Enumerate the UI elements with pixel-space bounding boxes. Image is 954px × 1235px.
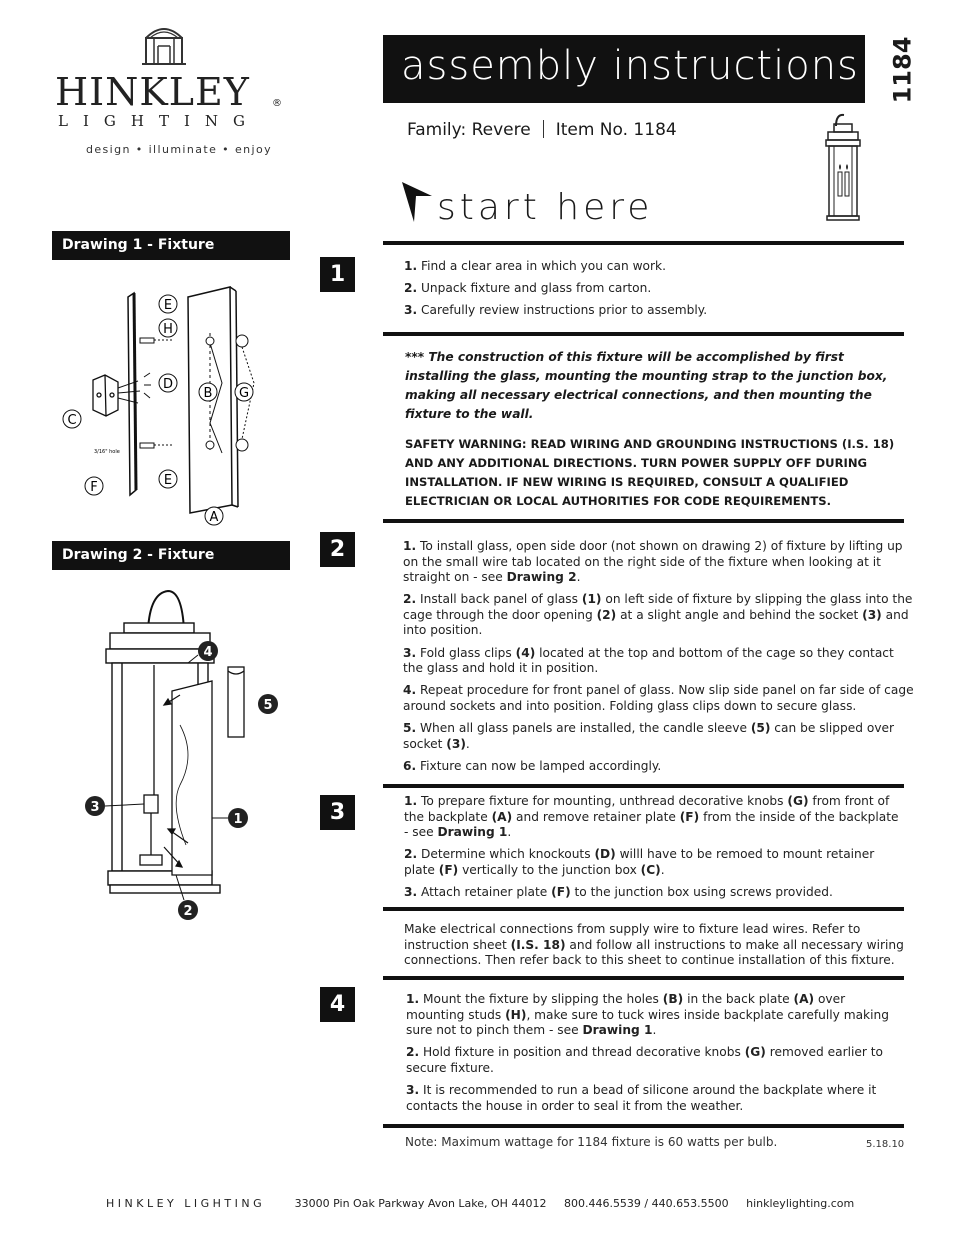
divider-rule <box>383 241 904 245</box>
item-number: 3. <box>403 645 417 660</box>
list-item: 5. When all glass panels are installed, the candle sleeve (5) can be slipped over socket (3). <box>403 720 895 751</box>
step-4-number: 4 <box>320 987 355 1022</box>
registered-mark: ® <box>272 98 282 109</box>
item-number: 1. <box>406 992 420 1006</box>
drawing2-label: Drawing 2 - Fixture Assembly <box>52 541 290 570</box>
list-item <box>404 303 904 319</box>
hole-size-note: 3/16" hole <box>94 449 120 455</box>
down-arrow-icon <box>400 180 434 224</box>
bold-reference: (1) <box>581 592 602 607</box>
bold-reference: (I.S. 18) <box>510 937 566 952</box>
callout-4: 4 <box>203 645 213 660</box>
page-title: assembly instructions <box>401 43 859 89</box>
callout-b: B <box>203 386 213 401</box>
item-text: Carefully review instructions prior to assembly. <box>421 303 708 318</box>
bold-reference: (F) <box>679 809 700 824</box>
list-item <box>404 259 904 275</box>
item-number: 1. <box>403 539 417 553</box>
bold-reference: (B) <box>662 992 684 1006</box>
house-logo-icon <box>140 22 188 66</box>
start-here-heading: start here <box>437 187 654 228</box>
wattage-note: Note: Maximum wattage for 1184 fixture is 60 watts per bulb. <box>405 1135 778 1149</box>
bold-reference: (3) <box>862 607 882 622</box>
list-item <box>404 281 904 297</box>
footer-website[interactable]: hinkleylighting.com <box>746 1197 855 1210</box>
brand-subtitle: LIGHTING <box>58 112 260 130</box>
step-1-number: 1 <box>320 257 355 292</box>
divider-rule <box>383 332 904 336</box>
safety-warning: SAFETY WARNING: READ WIRING AND GROUNDING INSTRUCTIONS (I.S. 18) AND ANY ADDITIONAL DIRECTIONS. TURN POWER SUPPLY OFF DURING INSTALLATION. IF NEW WIRING IS REQUIRED, CONSULT A QUALIFIED ELECTRICIAN OR LOCAL AUTHORITIES FOR CODE REQUIREMENTS. <box>405 437 895 508</box>
bold-reference: (A) <box>793 992 815 1006</box>
candle-sleeve <box>228 667 244 737</box>
bold-reference: Drawing 1 <box>437 825 508 840</box>
bold-reference: (F) <box>551 884 571 899</box>
electrical-note-text: Make electrical connections from supply wire to fixture lead wires. Refer to instruction sheet (I.S. 18) and follow all instructions to make all necessary wiring connections. Then refer back to this sheet to continue installation of this fixture. <box>404 922 904 968</box>
item-number: 5. <box>403 720 417 735</box>
list-item: 1. To prepare fixture for mounting, unthread decorative knobs (G) from front of the backplate (A) and remove retainer plate (F) from the inside of the backplate - see Drawing 1. <box>404 794 899 840</box>
brand-logo <box>50 22 290 162</box>
family-label: Family: Revere <box>407 120 531 140</box>
bold-reference: (5) <box>750 720 771 735</box>
bold-reference: (H) <box>505 1007 527 1022</box>
callout-2: 2 <box>183 904 193 919</box>
callout-1: 1 <box>233 812 243 827</box>
bold-reference: Drawing 1 <box>582 1023 653 1038</box>
callout-f: F <box>90 480 98 495</box>
list-item: 2. Hold fixture in position and thread decorative knobs (G) removed earlier to secure fixture. <box>406 1045 883 1075</box>
item-number: 2. <box>406 1045 420 1060</box>
callout-g: G <box>238 386 250 401</box>
bold-reference: (3) <box>446 736 466 751</box>
junction-box <box>93 375 118 416</box>
revision-date: 5.18.10 <box>866 1139 905 1150</box>
list-item: 4. Repeat procedure for front panel of glass. Now slip side panel on far side of cage around sockets and into position. Folding glass clips down to secure glass. <box>403 683 914 713</box>
item-number: 4. <box>403 683 417 698</box>
divider-rule <box>383 519 904 523</box>
bold-reference: (4) <box>515 645 536 660</box>
brand-name: HINKLEY <box>55 70 250 114</box>
bold-reference: (D) <box>594 847 616 862</box>
callout-h: H <box>163 322 173 337</box>
title-bar <box>383 35 865 103</box>
drawing1-label: Drawing 1 - Fixture Mounting <box>52 231 290 260</box>
glass-panel <box>172 681 212 875</box>
electrical-note <box>404 922 914 975</box>
bold-reference: (F) <box>438 862 459 877</box>
drawing1-fixture-mounting <box>60 285 280 530</box>
list-item: 2. Install back panel of glass (1) on left side of fixture by slipping the glass into the cage through the door opening (2) at a slight angle and behind the socket (3) and into position. <box>403 592 913 638</box>
bold-reference: (2) <box>596 607 617 622</box>
item-number-vertical-text: 1184 <box>888 36 917 104</box>
callout-e-bottom: E <box>163 473 173 488</box>
item-number: 1. <box>404 794 418 808</box>
footer <box>106 1197 854 1210</box>
divider-rule <box>383 784 904 788</box>
list-item: 3. Attach retainer plate (F) to the junction box using screws provided. <box>404 884 833 899</box>
item-number: 2. <box>404 847 418 862</box>
step-3-instructions <box>404 794 904 907</box>
callout-d: D <box>162 377 174 392</box>
bold-reference: (A) <box>491 809 513 824</box>
callout-e-top: E <box>163 298 173 313</box>
item-label: Item No. 1184 <box>555 120 677 140</box>
item-number: 1. <box>404 259 418 273</box>
list-item: 6. Fixture can now be lamped accordingly. <box>403 758 662 773</box>
divider-rule <box>383 976 904 980</box>
step-1-instructions <box>404 259 904 325</box>
bold-reference: (G) <box>787 794 809 808</box>
divider-rule <box>383 1124 904 1128</box>
footer-address: 33000 Pin Oak Parkway Avon Lake, OH 44012 <box>294 1197 547 1210</box>
bold-reference: Drawing 2 <box>506 570 577 585</box>
list-item: 1. Mount the fixture by slipping the holes (B) in the back plate (A) over mounting studs (H), make sure to tuck wires inside backplate carefully making sure not to pinch them - see Drawing 1. <box>406 992 889 1038</box>
item-text: Unpack fixture and glass from carton. <box>421 281 652 296</box>
callout-c: C <box>67 413 77 428</box>
list-item: 2. Determine which knockouts (D) willl have to be remoed to mount retainer plate (F) vertically to the junction box (C). <box>404 847 875 877</box>
item-number: 2. <box>404 281 418 296</box>
footer-phone: 800.446.5539 / 440.653.5500 <box>563 1197 729 1210</box>
bold-reference: (G) <box>744 1045 766 1060</box>
construction-note: *** The construction of this fixture will be accomplished by first installing the glass, mounting the mounting strap to the junction box, making all necessary electrical connections, and then mounting the fixture to the wall. <box>405 350 888 421</box>
item-number: 2. <box>403 592 417 607</box>
footer-brand: HINKLEY LIGHTING <box>106 1197 266 1210</box>
item-number: 3. <box>404 303 418 318</box>
step-4-instructions <box>406 992 906 1121</box>
lantern-icon <box>822 112 864 222</box>
brand-tagline: design • illuminate • enjoy <box>86 143 272 156</box>
divider <box>543 120 544 138</box>
item-number: 6. <box>403 758 417 773</box>
callout-5: 5 <box>263 698 273 713</box>
divider-rule <box>383 907 904 911</box>
list-item: 1. To install glass, open side door (not shown on drawing 2) of fixture by lifting up on the small wire tab located on the right side of the fixture when looking at it straight on - see Drawing 2. <box>403 539 903 585</box>
callout-3: 3 <box>90 800 100 815</box>
item-number: 3. <box>404 884 418 899</box>
step-2-instructions <box>403 539 915 781</box>
callout-a: A <box>209 510 219 525</box>
list-item: 3. It is recommended to run a bead of silicone around the backplate where it contacts the house in order to seal it from the weather. <box>406 1082 877 1113</box>
step-3-number: 3 <box>320 795 355 830</box>
step-2-number: 2 <box>320 532 355 567</box>
item-text: Find a clear area in which you can work. <box>421 259 666 273</box>
bold-reference: (C) <box>640 862 661 877</box>
list-item: 3. Fold glass clips (4) located at the top and bottom of the cage so they contact the glass and hold it in position. <box>403 645 894 676</box>
family-item-line <box>407 120 677 140</box>
item-number: 3. <box>406 1082 420 1097</box>
item-number-vertical <box>879 36 919 104</box>
drawing2-fixture-assembly <box>80 585 290 925</box>
